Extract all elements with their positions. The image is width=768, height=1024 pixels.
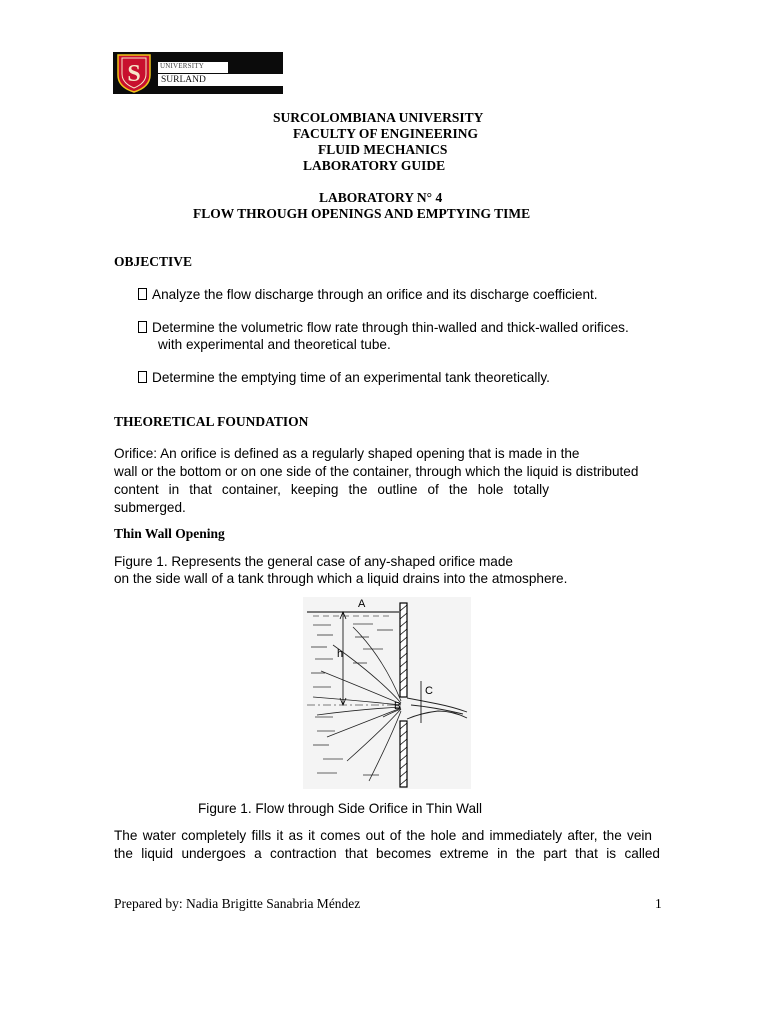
page-number: 1 [655, 896, 662, 911]
university-logo [113, 52, 283, 94]
orifice-diagram [303, 597, 471, 789]
objective-item [138, 286, 598, 304]
objective-item-continuation: with experimental and theoretical tube. [158, 337, 391, 352]
bullet-icon [138, 371, 147, 383]
objective-item-text: Determine the volumetric flow rate through thin-walled and thick-walled orifices. [152, 320, 629, 335]
header-guide: LABORATORY GUIDE [303, 158, 446, 173]
bullet-icon [138, 288, 147, 300]
logo-name-label: SURLAND [161, 75, 206, 85]
thin-wall-subheading: Thin Wall Opening [114, 526, 225, 541]
figure-label-h: h [337, 648, 344, 660]
lab-number: LABORATORY N° 4 [319, 190, 443, 205]
theory-paragraph-line: submerged. [114, 500, 186, 515]
objective-heading: OBJECTIVE [114, 254, 193, 269]
theory-paragraph-line: Orifice: An orifice is defined as a regularly shaped opening that is made in the [114, 446, 580, 461]
footer-prepared-by: Prepared by: Nadia Brigitte Sanabria Méndez [114, 896, 361, 911]
figure-label-a: A [358, 598, 366, 610]
logo-university-label: UNIVERSITY [160, 62, 204, 70]
figure-caption: Figure 1. Flow through Side Orifice in Thin Wall [198, 801, 483, 816]
objective-item-text: Analyze the flow discharge through an orifice and its discharge coefficient. [152, 287, 598, 302]
after-figure-line: The water completely fills it as it comes out of the hole and immediately after, the vein [114, 828, 652, 843]
header-faculty: FACULTY OF ENGINEERING [293, 126, 479, 141]
header-course: FLUID MECHANICS [318, 142, 448, 157]
figure-intro-line: Figure 1. Represents the general case of any-shaped orifice made [114, 554, 513, 569]
objective-item [138, 369, 550, 387]
objective-item-text: Determine the emptying time of an experimental tank theoretically. [152, 370, 550, 385]
theory-heading: THEORETICAL FOUNDATION [114, 414, 309, 429]
objective-item [138, 319, 629, 337]
theory-paragraph-line: content in that container, keeping the outline of the hole totally [114, 482, 549, 497]
figure-intro-line: on the side wall of a tank through which a liquid drains into the atmosphere. [114, 571, 568, 586]
header-university: SURCOLOMBIANA UNIVERSITY [273, 110, 484, 125]
figure-label-b: B [394, 701, 401, 712]
bullet-icon [138, 321, 147, 333]
figure-label-c: C [425, 685, 433, 697]
lab-title: FLOW THROUGH OPENINGS AND EMPTYING TIME [193, 206, 531, 221]
logo-letter: S [127, 61, 141, 87]
theory-paragraph-line: wall or the bottom or on one side of the container, through which the liquid is distributed [114, 464, 639, 479]
shield-icon [116, 53, 152, 93]
orifice-figure [303, 597, 471, 789]
after-figure-line: the liquid undergoes a contraction that becomes extreme in the part that is called [114, 846, 660, 861]
